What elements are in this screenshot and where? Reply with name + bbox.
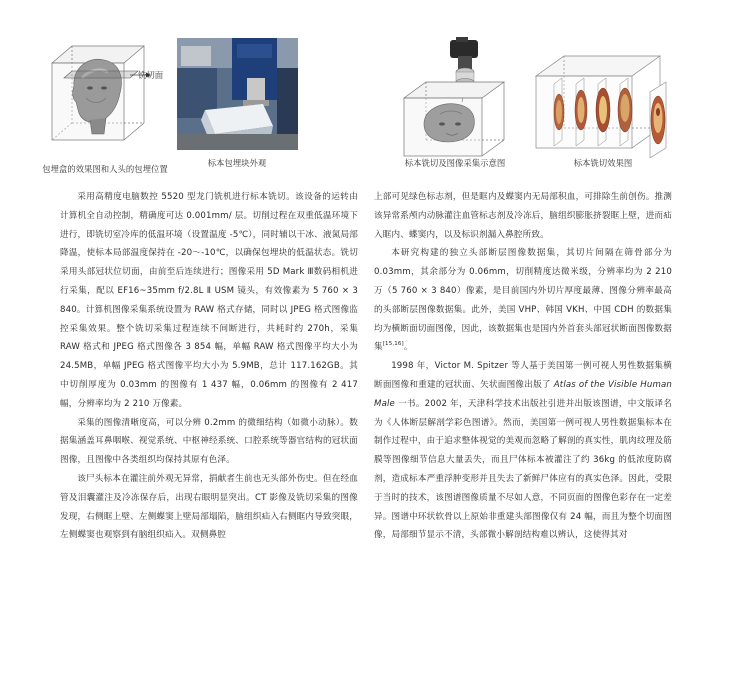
citation-ref[interactable]: [15,16] bbox=[382, 341, 404, 348]
figure-block-photo bbox=[177, 38, 298, 150]
paragraph: 该尸头标本在灌注前外观无异常，捐献者生前也无头部外伤史。但在经血管及泪囊灌注及冷冻保存后，出现右眼明显突出。CT 影像及铣切采集的图像发现，右侧眶上壁、左侧蝶窦上壁局部塌陷，脑组织疝入右侧眶内导致突眼，左侧蝶窦也观察到有脑组织疝入。双侧鼻腔 bbox=[60, 473, 358, 541]
figure-caption: 包埋盒的效果图和人头的包埋位置 bbox=[42, 164, 168, 174]
figure-caption: 标本包埋块外观 bbox=[207, 158, 267, 168]
paragraph: 采用高精度电脑数控 5520 型龙门铣机进行标本铣切。该设备的运转由计算机全自动控制，精确度可达 0.001mm/ 层。切削过程在双重低温环境下进行，即铣切室冷库的低温环境（设置温度 -5℃），同时辅以干冰、液氮局部降温，使标本局部温度保持在 -20～-10℃，以确保包埋块的低温状态。铣切采用头部冠状位切面，由前至后连续进行；图像采用 5D Mark Ⅲ数码相机进行采集，配以 EF16~35mm f/2.8L Ⅱ USM 镜头，有效像素为 5 760 × 3 840。计算机图像采集系统设置为 RAW 格式存储，同时以 JPEG 格式图像监控采集效果。整个铣切采集过程连续不间断进行，共耗时约 270h，采集 RAW 格式和 JPEG 格式图像各 3 854 幅，单幅 RAW 格式图像平均大小为 24.5MB，单幅 JPEG 格式图像平均大小为 5.9MB，总计 117.162GB。其中切削厚度为 0.03mm 的图像有 1 437 幅，0.06mm 的图像有 2 417 幅，分辨率均为 2 210 万像素。 bbox=[60, 192, 358, 409]
paragraph-text: 1998 年，Victor M. Spitzer 等人基于美国第一例可视人男性数据集横断面图像和重建的冠状面、矢状面图像出版了 bbox=[374, 361, 672, 390]
paragraph bbox=[374, 244, 672, 357]
paragraph-text: 一书。2002 年，天津科学技术出版社引进并出版该图谱，中文版译名为《人体断层解剖学彩色图谱》。然而，美国第一例可视人男性数据集标本在制作过程中，由于追求整体视觉的美观而忽略了解剖的真实性，肌肉纹理及筋膜等图像细节信息大量丢失，而且尸体标本被灌注了约 36kg 的低浓度防腐剂，造成标本严重浮肿变形并且失去了新鲜尸体应有的真实色泽。因此，受限于当时的技术，该图谱图像质量不尽如人意，不同页面的图像色彩存在一定差异。图谱中环状软骨以上原始非重建头部图像仅有 24 幅，而且为整个切面图像，局部细节显示不清，头部微小解剖结构难以辨认，这使得其对 bbox=[374, 398, 672, 541]
figure-caption: 标本铣切及图像采集示意图 bbox=[404, 158, 506, 168]
paragraph-text: 本研究构建的独立头部断层图像数据集，其切片间隔在筛骨部分为 0.03mm，其余部分为 0.06mm，切削精度达微米级，分辨率均为 2 210 万（5 760 × 3 840）像素，是目前国内外切片厚度最薄、图像分辨率最高的头部断层图像数据集。此外，美国 VHP、韩国 VKH、中国 CDH 的数据集均为横断面切面图像，因此，该数据集也是国内外首套头部冠状断面图像数据集 bbox=[374, 248, 672, 353]
paragraph-text: 。 bbox=[403, 342, 413, 353]
figure-acquisition-schematic bbox=[396, 36, 514, 158]
figure-caption: 标本铣切效果图 bbox=[573, 158, 633, 168]
book-title: Atlas of the Visible Human Male bbox=[374, 379, 672, 409]
figure-embedding-box bbox=[34, 38, 164, 160]
right-column bbox=[374, 188, 672, 545]
paragraph: 采集的图像清晰度高，可以分辨 0.2mm 的微细结构（如微小动脉）。数据集涵盖耳鼻咽喉、视觉系统、中枢神经系统、口腔系统等器官结构的冠状面图像，且图像中各类组织均保持其原有色泽。 bbox=[60, 417, 358, 466]
figure-milling-result bbox=[532, 36, 682, 158]
paragraph bbox=[374, 357, 672, 545]
left-column bbox=[60, 188, 358, 545]
paragraph: 上部可见绿色标志剂，但是眶内及蝶窦内无局部积血，可排除生前创伤。推测该异常系颅内动脉灌注血管标志剂及冷冻后，脑组织膨胀挤裂眶上壁，进而疝入眶内、蝶窦内，以及标识剂漏入鼻腔所致。 bbox=[374, 192, 672, 240]
camera-icon bbox=[450, 37, 478, 86]
plane-label: 铣切面 bbox=[138, 70, 164, 80]
